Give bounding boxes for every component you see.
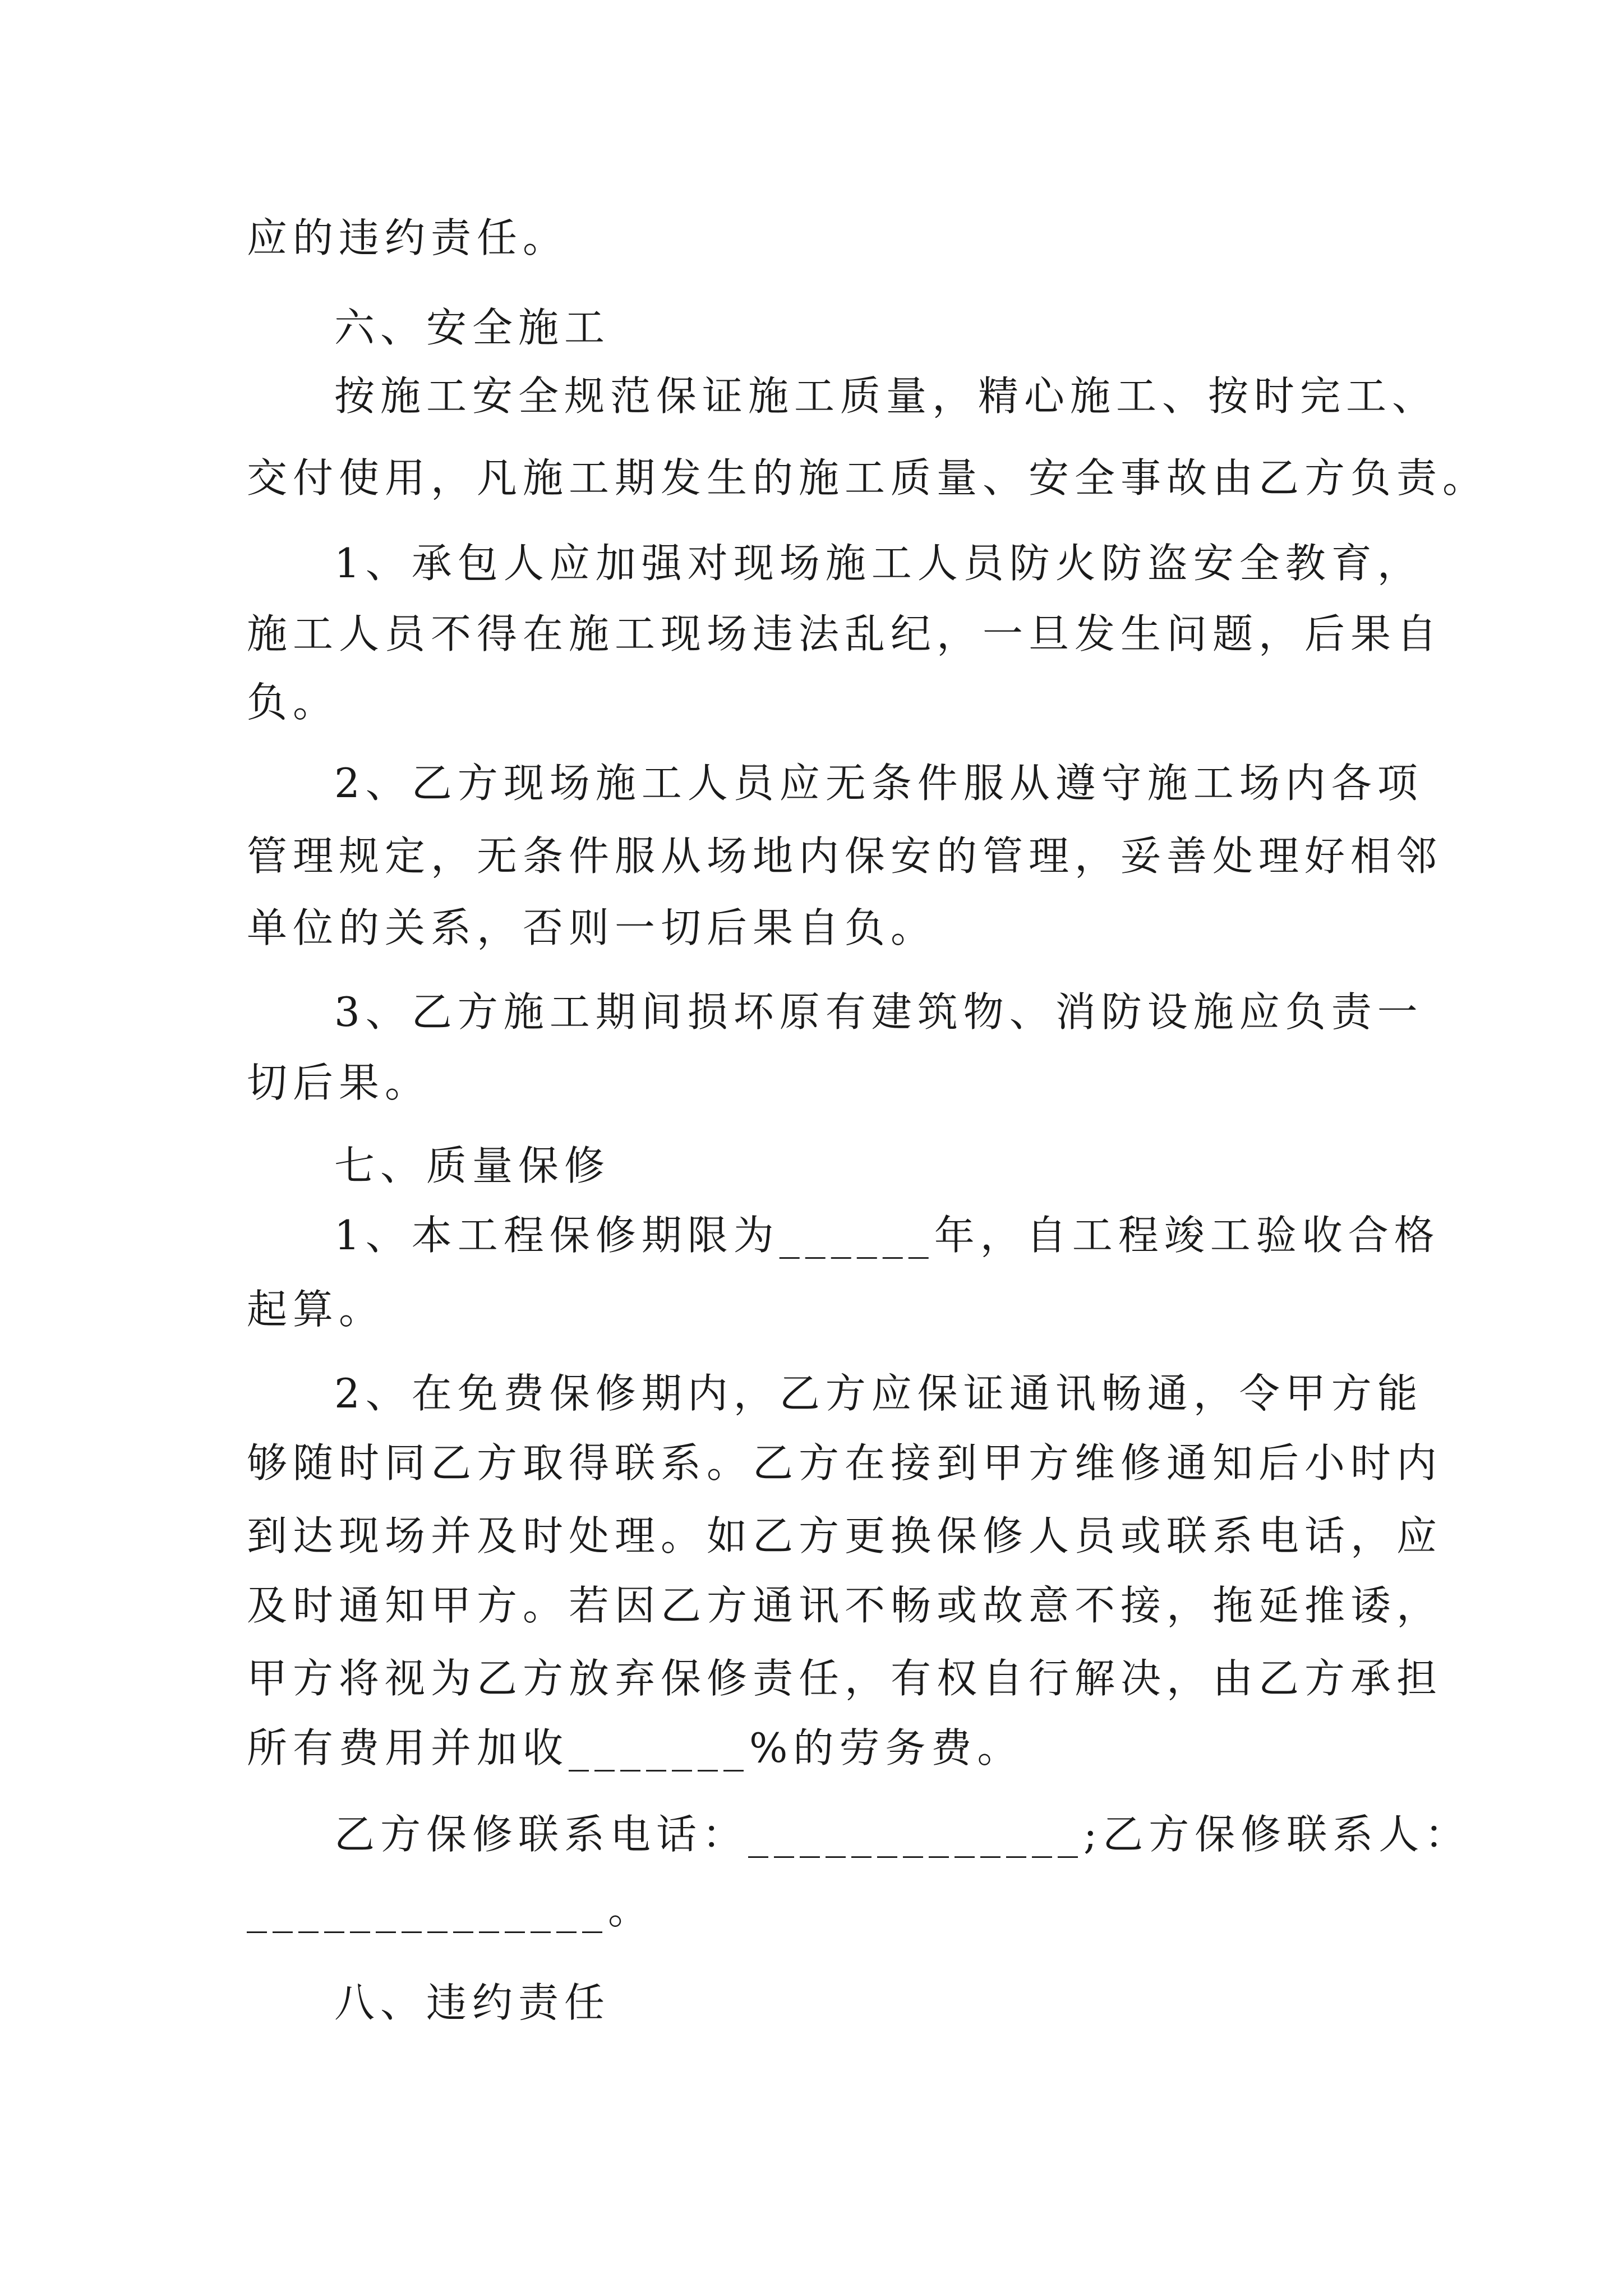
text-line: 甲方将视为乙方放弃保修责任，有权自行解决，由乙方承担 (247, 1655, 1443, 1702)
text-line: 到达现场并及时处理。如乙方更换保修人员或联系电话，应 (247, 1512, 1443, 1559)
text-line: 按施工安全规范保证施工质量，精心施工、按时完工、 (334, 372, 1438, 420)
text-line: 切后果。 (247, 1059, 431, 1106)
text-line: 2、在免费保修期内，乙方应保证通讯畅通，令甲方能 (334, 1370, 1423, 1417)
section-heading: 八、违约责任 (334, 1979, 611, 2026)
text-line: 施工人员不得在施工现场违法乱纪，一旦发生问题，后果自 (247, 610, 1443, 657)
text-line: 交付使用，凡施工期发生的施工质量、安全事故由乙方负责。 (247, 454, 1489, 501)
text-line: 及时通知甲方。若因乙方通讯不畅或故意不接，拖延推诿， (247, 1582, 1443, 1629)
text-line: 管理规定，无条件服从场地内保安的管理，妥善处理好相邻 (247, 832, 1443, 880)
text-line: 1、承包人应加强对现场施工人员防火防盗安全教育， (334, 540, 1423, 587)
text-line: 2、乙方现场施工人员应无条件服从遵守施工场内各项 (334, 760, 1423, 807)
section-heading: 六、安全施工 (334, 304, 611, 351)
text-line: 1、本工程保修期限为______年，自工程竣工验收合格 (334, 1212, 1440, 1259)
text-line: 3、乙方施工期间损坏原有建筑物、消防设施应负责一 (334, 988, 1423, 1036)
text-line: 起算。 (247, 1286, 385, 1333)
contact-line: ______________。 (247, 1886, 654, 1933)
text-line: 所有费用并加收_______%的劳务费。 (247, 1724, 1023, 1772)
text-line: 单位的关系，否则一切后果自负。 (247, 904, 937, 951)
section-heading: 七、质量保修 (334, 1142, 611, 1189)
text-line: 够随时同乙方取得联系。乙方在接到甲方维修通知后小时内 (247, 1439, 1443, 1487)
text-line: 负。 (247, 679, 339, 726)
contact-line: 乙方保修联系电话：_____________;乙方保修联系人： (334, 1811, 1471, 1858)
text-line: 应的违约责任。 (247, 214, 569, 261)
